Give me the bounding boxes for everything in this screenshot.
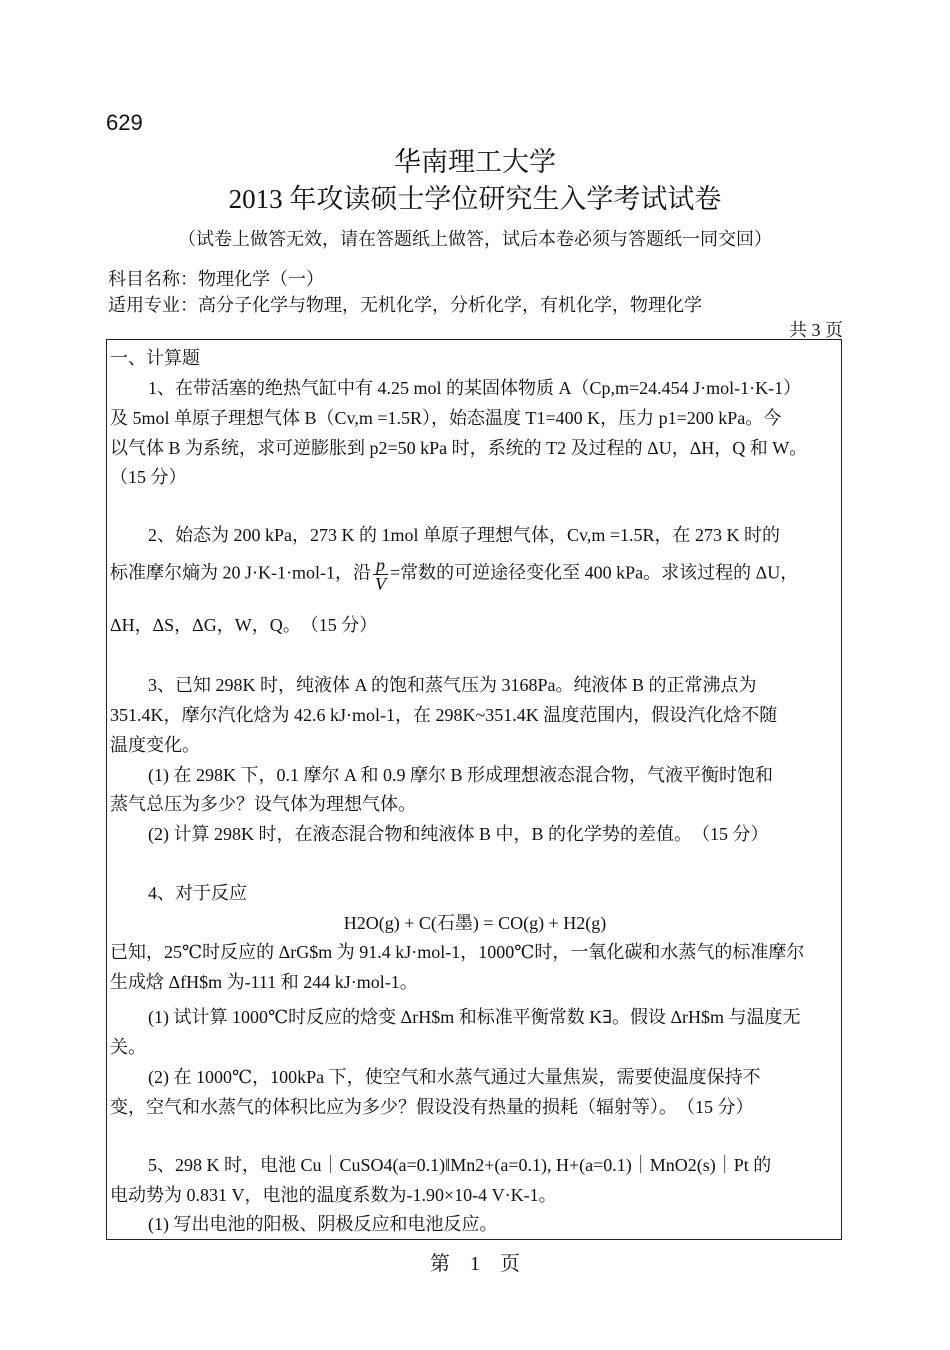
q1-line3: 以气体 B 为系统，求可逆膨胀到 p2=50 kPa 时，系统的 T2 及过程的 ΔU，ΔH，Q 和 W。	[110, 438, 808, 458]
q3-line3: 温度变化。	[110, 735, 200, 755]
q2-line3: ΔH，ΔS，ΔG，W，Q。 （15 分）	[110, 615, 378, 635]
q5-line1: 5、298 K 时，电池 Cu｜CuSO4(a=0.1)‖Mn2+(a=0.1), H+(a=0.1)｜MnO2(s)｜Pt 的	[148, 1155, 772, 1175]
applicable-majors: 适用专业：高分子化学与物理，无机化学，分析化学，有机化学，物理化学	[108, 295, 702, 315]
p-over-v-fraction	[373, 556, 388, 593]
q5-line2: 电动势为 0.831 V，电池的温度系数为-1.90×10-4 V·K-1。	[110, 1185, 557, 1205]
exam-title: 2013 年攻读硕士学位研究生入学考试试卷	[228, 184, 722, 214]
q3-part1-line1: (1) 在 298K 下，0.1 摩尔 A 和 0.9 摩尔 B 形成理想液态混合物，气液平衡时饱和	[148, 765, 773, 785]
q3-part2: (2) 计算 298K 时，在液态混合物和纯液体 B 中，B 的化学势的差值。 （15 分）	[148, 824, 769, 844]
exam-note: （试卷上做答无效，请在答题纸上做答，试后本卷必须与答题纸一同交回）	[178, 229, 772, 249]
exam-code: 629	[106, 110, 143, 135]
q1-line1: 1、在带活塞的绝热气缸中有 4.25 mol 的某固体物质 A（Cp,m=24.454 J·mol-1·K-1）	[148, 378, 802, 398]
q4-part2-line1: (2) 在 1000℃，100kPa 下，使空气和水蒸气通过大量焦炭，需要使温度保持不	[148, 1067, 761, 1087]
q1-line2: 及 5mol 单原子理想气体 B（Cv,m =1.5R），始态温度 T1=400 K，压力 p1=200 kPa。今	[110, 408, 782, 428]
q4-reaction: H2O(g) + C(石墨) = CO(g) + H2(g)	[343, 913, 607, 933]
fraction-numerator: p	[373, 556, 388, 575]
q1-line4: （15 分）	[110, 467, 187, 487]
q2-line2-b: =常数的可逆途径变化至 400 kPa。求该过程的 ΔU，	[389, 562, 799, 583]
subject-name: 科目名称：物理化学（一）	[108, 269, 324, 289]
q4-part1-line2: 关。	[110, 1037, 146, 1057]
q4-line1: 4、对于反应	[148, 883, 247, 903]
q4-line3: 生成焓 ΔfH$m 为-111 和 244 kJ·mol-1。	[110, 972, 418, 992]
university-name: 华南理工大学	[394, 147, 556, 177]
q3-line1: 3、已知 298K 时，纯液体 A 的饱和蒸气压为 3168Pa。纯液体 B 的正常沸点为	[148, 675, 757, 695]
q4-part1-line1: (1) 试计算 1000℃时反应的焓变 ΔrH$m 和标准平衡常数 K∃。假设 ΔrH$m 与温度无	[148, 1007, 801, 1027]
total-pages: 共 3 页	[789, 320, 843, 340]
q2-line2	[110, 556, 798, 593]
q2-line2-a: 标准摩尔熵为 20 J·K-1·mol-1，沿	[110, 562, 371, 583]
q4-line2: 已知，25℃时反应的 ΔrG$m 为 91.4 kJ·mol-1，1000℃时，一氧化碳和水蒸气的标准摩尔	[110, 942, 805, 962]
q5-part1: (1) 写出电池的阳极、阴极反应和电池反应。	[148, 1214, 498, 1234]
q3-line2: 351.4K，摩尔汽化焓为 42.6 kJ·mol-1，在 298K~351.4K 温度范围内，假设汽化焓不随	[110, 705, 778, 725]
q4-part2-line2: 变，空气和水蒸气的体积比应为多少？假设没有热量的损耗（辐射等）。 （15 分）	[110, 1097, 754, 1117]
page-number: 第 1 页	[430, 1253, 520, 1275]
q3-part1-line2: 蒸气总压为多少？设气体为理想气体。	[110, 794, 416, 814]
q2-line1: 2、始态为 200 kPa，273 K 的 1mol 单原子理想气体，Cv,m =1.5R，在 273 K 时的	[148, 525, 780, 545]
section-title: 一、计算题	[110, 348, 200, 368]
fraction-denominator: V	[374, 574, 386, 594]
